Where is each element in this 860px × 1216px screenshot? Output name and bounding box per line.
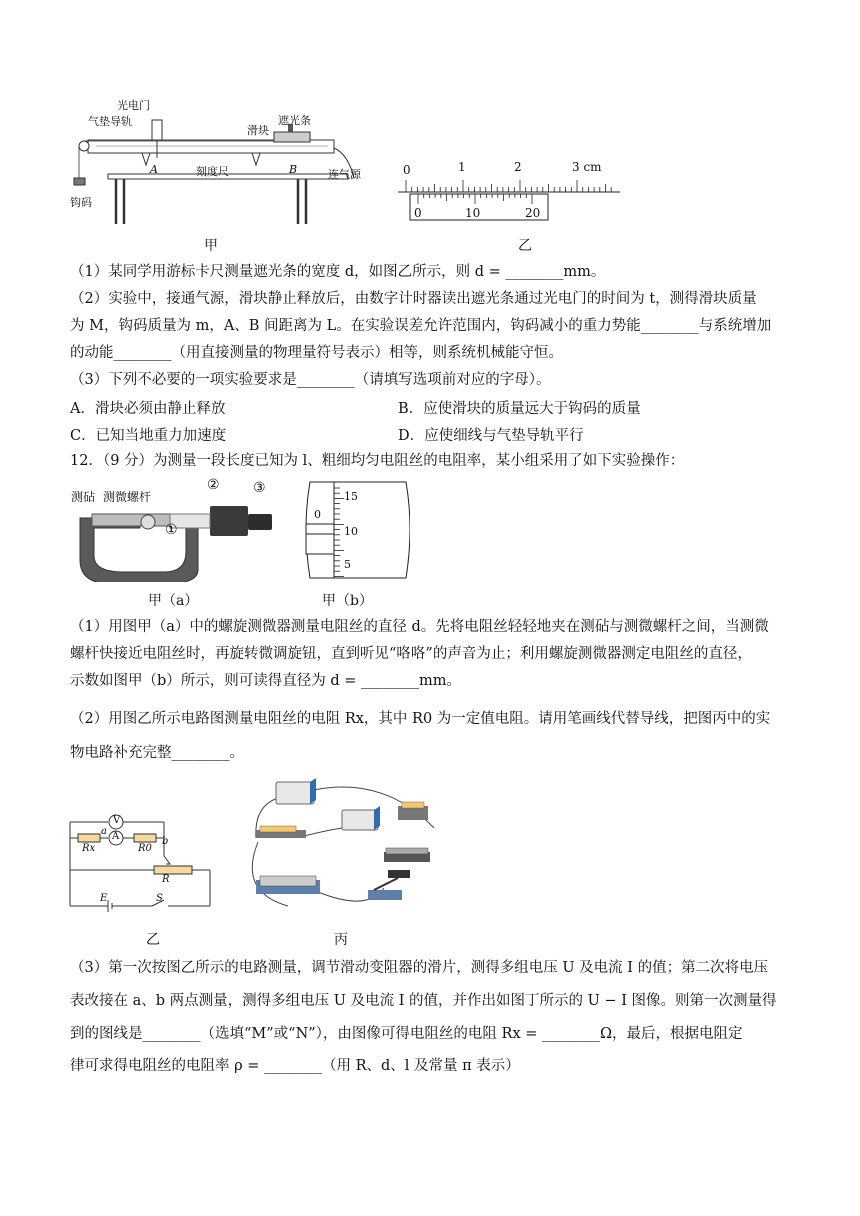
caliper-vernier-10: 10 (465, 206, 481, 220)
caliper-main-3: 3 cm (572, 160, 602, 174)
caption-bing: 丙 (334, 932, 348, 948)
physical-circuit-photo (238, 770, 438, 920)
caption-jia-b: 甲（b） (322, 593, 373, 609)
q12-part1-line1: （1）用图甲（a）中的螺旋测微器测量电阻丝的直径 d。先将电阻丝轻轻地夹在测砧与测微螺杆之间，当测微 (70, 619, 769, 635)
circuit-diagram (64, 808, 220, 914)
reading-tick-5: 5 (344, 558, 351, 571)
label-point-a: A (150, 163, 158, 176)
caption-yi: 乙 (518, 238, 532, 254)
label-spindle: 测微螺杆 (103, 490, 152, 504)
label-scale: 刻度尺 (196, 165, 229, 178)
q12-stem: 12．（9 分）为测量一段长度已知为 l、粗细均匀电阻丝的电阻率，某小组采用了如下实验操作： (70, 453, 685, 469)
label-air-source: 连气源 (328, 168, 361, 181)
caliper-main-2: 2 (514, 160, 522, 174)
label-knob-3: ③ (253, 480, 266, 496)
circuit-r-label: R (162, 874, 170, 885)
meter-v-label: V (113, 815, 121, 826)
q11-part2-line1: （2）实验中，接通气源，滑块静止释放后，由数字计时器读出遮光条通过光电门的时间为 t，测得滑块质量 (70, 291, 757, 307)
q12-part3-line2: 表改接在 a、b 两点测量，测得多组电压 U 及电流 I 的值，并作出如图丁所示的 U − I 图像。则第一次测量得 (70, 993, 777, 1009)
caption-jia: 甲 (204, 238, 218, 254)
label-anvil: 测砧 (71, 490, 96, 504)
circuit-e-label: E (100, 893, 108, 904)
q11-part1: （1）某同学用游标卡尺测量遮光条的宽度 d，如图乙所示，则 d = ________mm。 (70, 264, 606, 280)
label-slider: 滑块 (247, 124, 269, 137)
caliper-vernier-0: 0 (414, 206, 422, 220)
reading-tick-15: 15 (344, 490, 358, 503)
q12-part1-line3: 示数如图甲（b）所示，则可读得直径为 d = ________mm。 (70, 673, 462, 689)
q12-part2-line2: 物电路补充完整________。 (70, 745, 244, 761)
reading-tick-10: 10 (344, 525, 358, 538)
q11-option-b: B．应使滑块的质量远大于钩码的质量 (398, 401, 641, 417)
q11-option-d: D．应使细线与气垫导轨平行 (398, 428, 584, 444)
label-knob-2: ② (207, 477, 220, 493)
q12-part3-line1: （3）第一次按图乙所示的电路测量，调节滑动变阻器的滑片，测得多组电压 U 及电流 I 的值；第二次将电压 (70, 960, 769, 976)
circuit-r0-label: R0 (138, 843, 152, 854)
q11-option-c: C．已知当地重力加速度 (70, 428, 227, 444)
circuit-point-b: b (162, 836, 169, 847)
reading-tick-0: 0 (314, 508, 321, 521)
label-weight: 钩码 (70, 196, 92, 209)
caliper-vernier-20: 20 (525, 206, 541, 220)
circuit-s-label: S (156, 893, 163, 904)
q11-part3: （3）下列不必要的一项实验要求是________（请填写选项前对应的字母）。 (70, 372, 551, 388)
caption-circuit-yi: 乙 (146, 932, 160, 948)
caption-jia-a: 甲（a） (148, 593, 199, 609)
label-point-b: B (289, 163, 298, 176)
meter-a-label: A (112, 831, 120, 842)
q12-part2-line1: （2）用图乙所示电路图测量电阻丝的电阻 Rx，其中 R0 为一定值电阻。请用笔画线代替导线，把图丙中的实 (70, 711, 771, 727)
label-lock-1: ① (165, 522, 178, 538)
label-light-bar: 遮光条 (278, 114, 311, 127)
label-photogate: 光电门 (117, 99, 150, 112)
q12-part3-line4: 律可求得电阻丝的电阻率 ρ = ________（用 R、d、l 及常量 π 表示） (70, 1058, 520, 1074)
circuit-rx-label: Rx (82, 843, 96, 854)
label-air-track: 气垫导轨 (88, 115, 132, 128)
circuit-point-a: a (101, 826, 107, 837)
caliper-main-1: 1 (458, 160, 466, 174)
q11-option-a: A．滑块必须由静止释放 (70, 401, 226, 417)
caliper-main-0: 0 (403, 163, 411, 177)
q12-part1-line2: 螺杆快接近电阻丝时，再旋转微调旋钮，直到听见“咯咯”的声音为止；利用螺旋测微器测定电阻丝的直径， (70, 646, 752, 662)
q11-part2-line2: 为 M，钩码质量为 m，A、B 间距离为 L。在实验误差允许范围内，钩码减小的重力势能________与系统增加 (70, 318, 772, 334)
q12-part3-line3: 到的图线是________（选填“M”或“N”），由图像可得电阻丝的电阻 Rx = ________Ω，最后，根据电阻定 (70, 1026, 743, 1042)
q11-part2-line3: 的动能________（用直接测量的物理量符号表示）相等，则系统机械能守恒。 (70, 345, 563, 361)
